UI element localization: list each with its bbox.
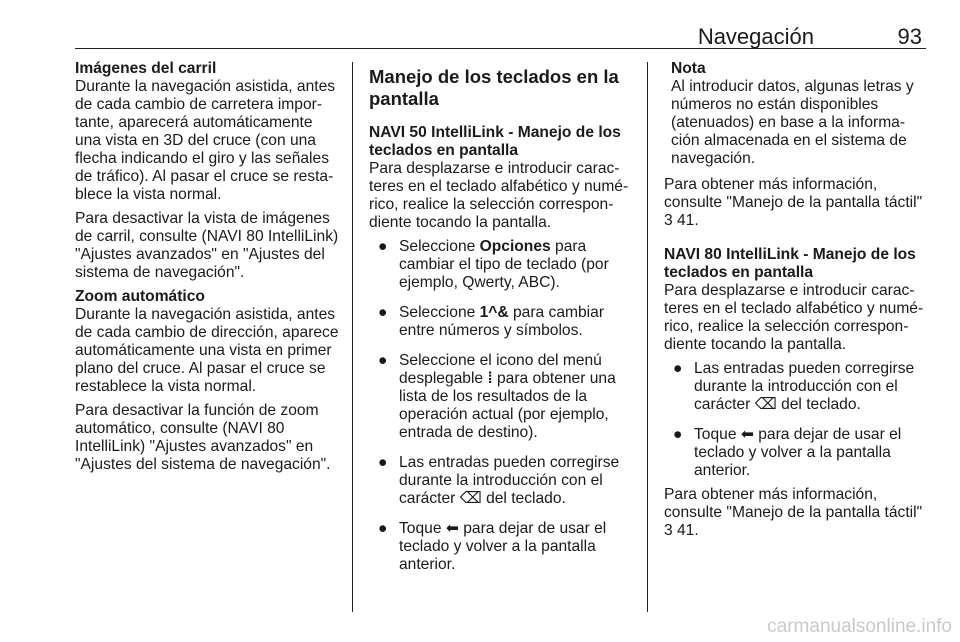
page-header [75, 0, 926, 49]
subheading-navi50: NAVI 50 IntelliLink - Manejo de los teclados en pantalla [369, 124, 621, 159]
bullet: ● [673, 360, 683, 377]
list-item: ● Toque ⬅ para dejar de usar el teclado y volver a la pantalla anterior. [378, 520, 607, 573]
column-divider [352, 62, 353, 612]
note-box [664, 60, 927, 168]
bullet: ● [378, 352, 388, 369]
paragraph: Durante la navegación asistida, antes de cada cambio de carretera importante, aparecerá automáticamente una vista en 3D del cruce (con una flecha indicando el giro y las señales de tráfico). Al pasar el cruce se restablece la vista normal. [75, 78, 336, 203]
note-text: Al introducir datos, algunas letras y números no están disponibles (atenuados) en base a la información almacenada en el sistema de navegación. [671, 78, 914, 167]
list-item: ● Seleccione Opciones para cambiar el tipo de teclado (por ejemplo, Qwerty, ABC). [378, 238, 609, 291]
heading-auto-zoom: Zoom automático [75, 288, 205, 305]
list-item: ● Seleccione 1^& para cambiar entre números y símbolos. [378, 304, 605, 339]
paragraph: Para desplazarse e introducir caracteres en el teclado alfabético y numérico, realice la selección correspondiente tocando la pantalla. [664, 282, 924, 353]
paragraph: Para desactivar la vista de imágenes de carril, consulte (NAVI 80 IntelliLink) "Ajustes avanzados" en "Ajustes del sistema de navegación". [75, 210, 339, 281]
backspace-icon: ⌫ [459, 490, 482, 507]
column-left [75, 60, 340, 480]
bullet: ● [378, 454, 388, 471]
paragraph: Para obtener más información, consulte "Manejo de la pantalla táctil" 3 41. [664, 486, 923, 539]
section-title: Navegación [697, 24, 814, 49]
back-arrow-icon: ⬅ [445, 520, 459, 537]
heading-lane-images: Imágenes del carril [75, 60, 217, 77]
page-reference: 3 41. [664, 522, 699, 539]
section-heading: Manejo de los teclados en la pantalla [369, 66, 619, 109]
column-middle [369, 60, 633, 586]
list-item: ● Toque ⬅ para dejar de usar el teclado y volver a la pantalla anterior. [673, 426, 902, 479]
back-arrow-icon: ⬅ [740, 426, 754, 443]
bullet: ● [378, 304, 388, 321]
list-item: ● Seleccione el icono del menú desplegable ⁞ para obtener una lista de los resultados de la operación actual (por ejemplo, entrada de destino). [378, 352, 616, 441]
backspace-icon: ⌫ [754, 396, 777, 413]
paragraph: Para desactivar la función de zoom automático, consulte (NAVI 80 IntelliLink) "Ajustes avanzados" en "Ajustes del sistema de navegación". [75, 402, 331, 473]
ui-term-options: Opciones [479, 238, 551, 255]
page-reference: 3 41. [664, 212, 699, 229]
dropdown-menu-icon: ⁞ [487, 370, 493, 387]
ui-term-symbols: 1^& [479, 304, 509, 321]
paragraph: Para obtener más información, consulte "Manejo de la pantalla táctil" 3 41. [664, 176, 923, 229]
list-item: ● Las entradas pueden corregirse durante la introducción con el carácter ⌫ del teclado. [673, 360, 915, 413]
page-number: 93 [897, 24, 922, 49]
bullet-list [664, 360, 927, 480]
paragraph: Durante la navegación asistida, antes de cada cambio de dirección, aparece automáticamente una vista en primer plano del cruce. Al pasar el cruce se restablece la vista normal. [75, 306, 339, 395]
column-right [664, 60, 927, 546]
column-divider [647, 62, 648, 612]
subheading-navi80: NAVI 80 IntelliLink - Manejo de los teclados en pantalla [664, 246, 916, 281]
bullet: ● [378, 520, 388, 537]
bullet-list [369, 238, 633, 574]
bullet: ● [673, 426, 683, 443]
watermark: carmanualsonline.info [767, 616, 952, 637]
bullet: ● [378, 238, 388, 255]
note-label: Nota [671, 60, 706, 77]
paragraph: Para desplazarse e introducir caracteres en el teclado alfabético y numérico, realice la selección correspondiente tocando la pantalla. [369, 160, 629, 231]
list-item: ● Las entradas pueden corregirse durante la introducción con el carácter ⌫ del teclado. [378, 454, 620, 507]
